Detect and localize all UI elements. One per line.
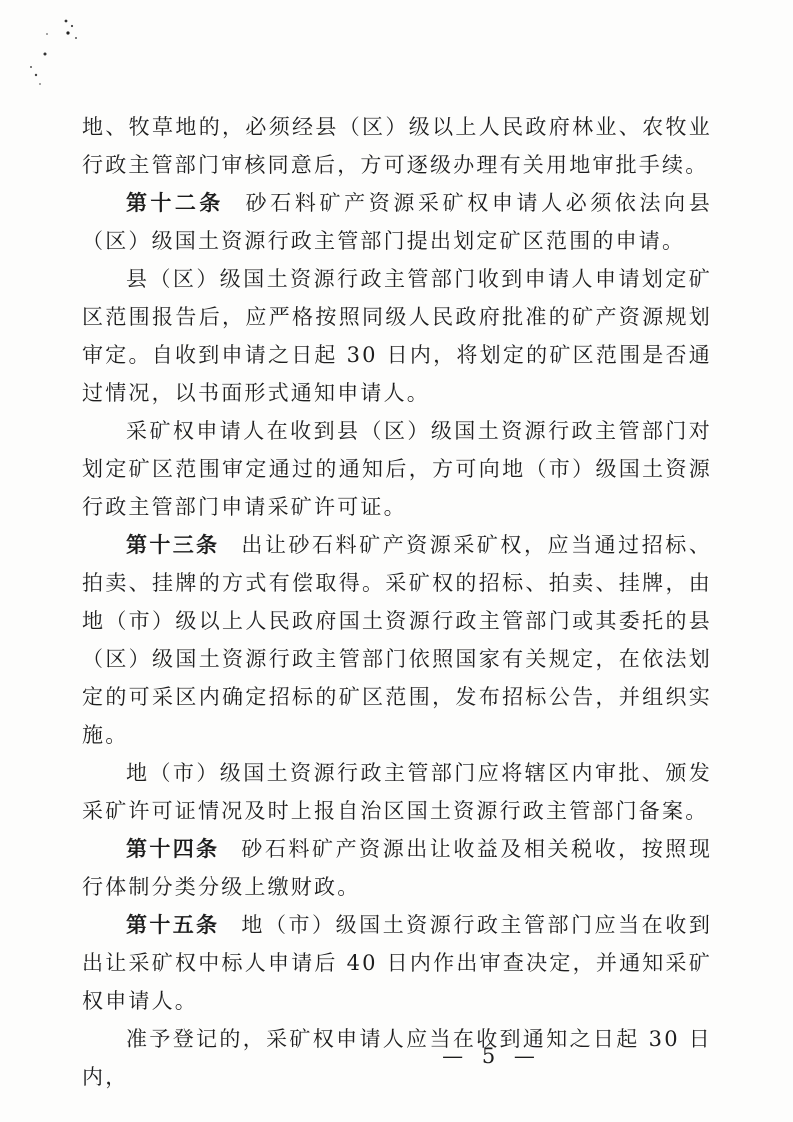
paragraph-8: [82, 906, 712, 1020]
paragraph-6: [82, 754, 712, 830]
paragraph-text: 地（市）级国土资源行政主管部门应当在收到出让采矿权中标人申请后 40 日内作出审查决定，并通知采矿权申请人。: [82, 913, 713, 1013]
paragraph-2: [82, 184, 712, 260]
paragraph-1: [82, 108, 712, 184]
paragraph-7: [82, 830, 712, 906]
paragraph-text: 采矿权申请人在收到县（区）级国土资源行政主管部门对划定矿区范围审定通过的通知后，方可向地（市）级国土资源行政主管部门申请采矿许可证。: [82, 419, 712, 519]
paragraph-text: 砂石料矿产资源采矿权申请人必须依法向县（区）级国土资源行政主管部门提出划定矿区范围的申请。: [82, 191, 712, 253]
paragraph-text: 县（区）级国土资源行政主管部门收到申请人申请划定矿区范围报告后，应严格按照同级人民政府批准的矿产资源规划审定。自收到申请之日起 30 日内，将划定的矿区范围是否通过情况，以书面形式通知申请人。: [82, 267, 712, 405]
paragraph-4: [82, 412, 712, 526]
paragraph-text: 准予登记的，采矿权申请人应当在收到通知之日起 30 日内，: [82, 1027, 712, 1089]
scan-specks: [22, 12, 92, 102]
page-number: — 5 —: [442, 1044, 541, 1068]
article-heading: 第十三条: [126, 533, 220, 557]
paragraph-5: [82, 526, 712, 754]
article-heading: 第十二条: [126, 191, 224, 215]
paragraph-text: 出让砂石料矿产资源采矿权，应当通过招标、拍卖、挂牌的方式有偿取得。采矿权的招标、拍卖、挂牌，由地（市）级以上人民政府国土资源行政主管部门或其委托的县（区）级国土资源行政主管部门依照国家有关规定，在依法划定的可采区内确定招标的矿区范围，发布招标公告，并组织实施。: [82, 533, 713, 747]
paragraph-3: [82, 260, 712, 412]
paragraph-text: 地、牧草地的，必须经县（区）级以上人民政府林业、农牧业行政主管部门审核同意后，方可逐级办理有关用地审批手续。: [82, 115, 712, 177]
article-heading: 第十四条: [126, 837, 220, 861]
body-text: [82, 108, 712, 1096]
article-heading: 第十五条: [126, 913, 220, 937]
paragraph-text: 地（市）级国土资源行政主管部门应将辖区内审批、颁发采矿许可证情况及时上报自治区国土资源行政主管部门备案。: [82, 761, 712, 823]
paragraph-text: 砂石料矿产资源出让收益及相关税收，按照现行体制分类分级上缴财政。: [82, 837, 713, 899]
